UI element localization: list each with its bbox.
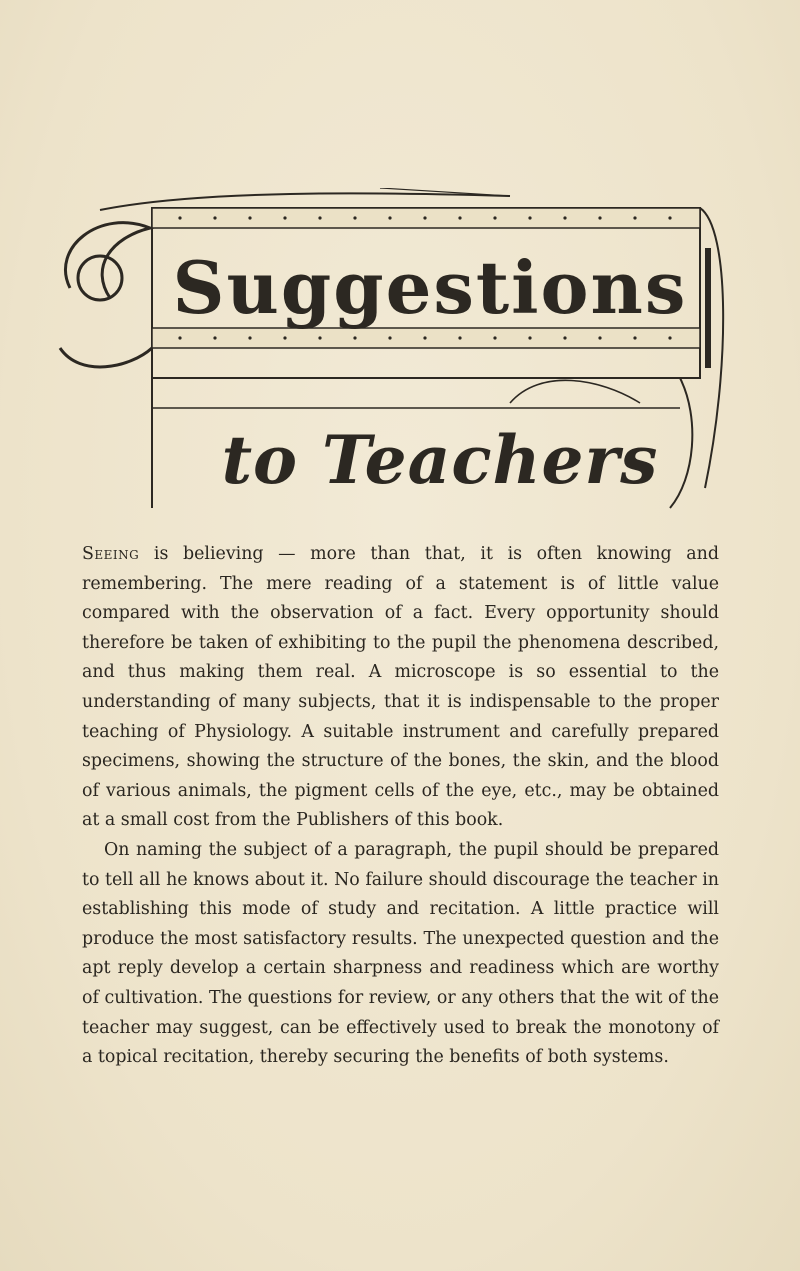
header-title-line2: to Teachers	[221, 421, 659, 499]
paragraph-1	[82, 540, 719, 836]
ornamental-title-banner	[40, 188, 740, 528]
paragraph-2: On naming the subject of a paragraph, the pupil should be prepared to tell all he knows about it. No failure should discourage the teacher in establishing this mode of study and recitation. A little practice will produce the most satisfactory results. The unexpected question and the apt reply develop a certain sharpness and readiness which are worthy of cultivation. The questions for review, or any others that the wit of the teacher may suggest, can be effectively used to break the monotony of a topical recitation, thereby securing the benefits of both systems.	[82, 839, 719, 1068]
paragraph-1-text: is believing — more than that, it is often knowing and remembering. The mere reading of a statement is of little value compared with the observation of a fact. Every opportunity should therefore be taken of exhibiting to the pupil the phenomena described, and thus making them real. A microscope is so essential to the understanding of many subjects, that it is indispensable to the proper teaching of Physiology. A suitable instrument and carefully prepared specimens, showing the structure of the bones, the skin, and the blood of various animals, the pigment cells of the eye, etc., may be obtained at a small cost from the Publishers of this book.	[82, 544, 719, 831]
body-text	[82, 540, 719, 1073]
ornamental-header	[40, 188, 740, 528]
lead-word: Seeing	[82, 544, 140, 564]
header-title-line1: Suggestions	[172, 245, 688, 330]
